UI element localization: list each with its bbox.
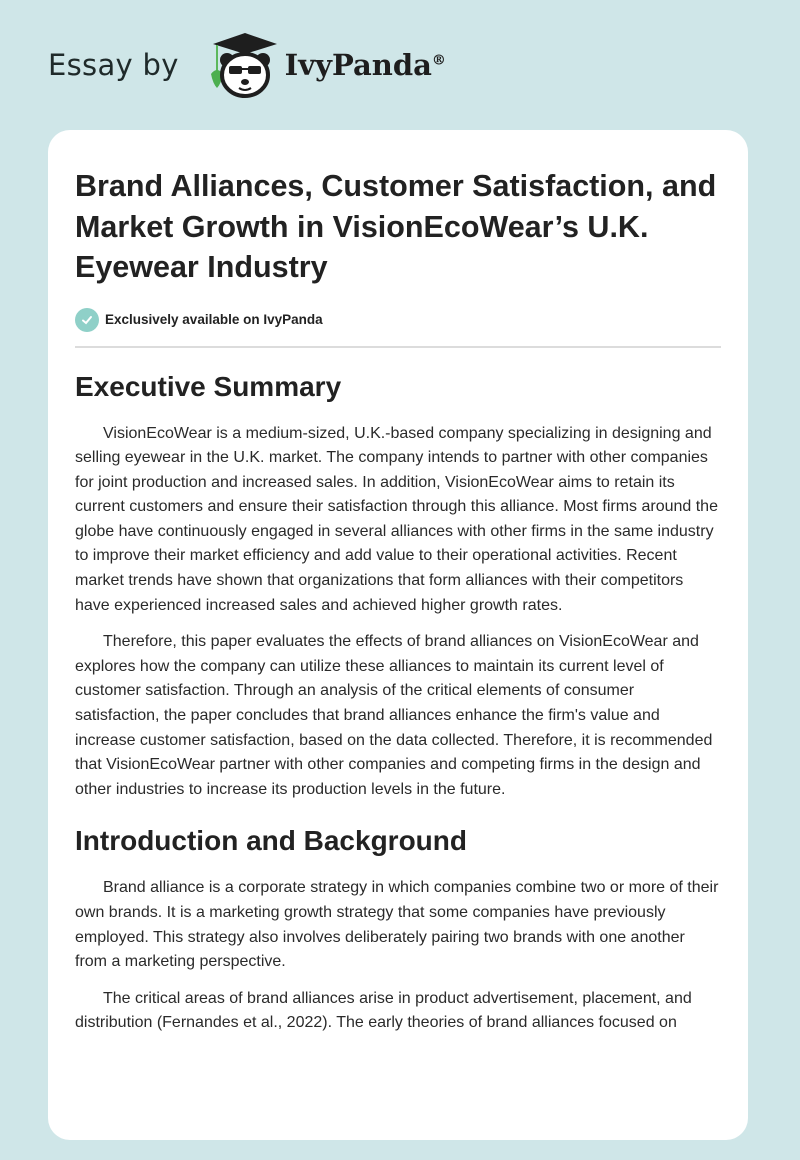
section-heading: Introduction and Background <box>75 825 467 857</box>
brand-name-text: IvyPanda <box>284 48 432 82</box>
section-heading: Executive Summary <box>75 370 342 402</box>
exclusive-badge <box>75 308 721 332</box>
paragraph: Therefore, this paper evaluates the effects of brand alliances on VisionEcoWear and explores how the company can utilize these alliances to maintain its current level of customer satisfaction. Through an analysis of the critical elements of consumer satisfaction, the paper concludes that brand alliances enhance the firm's value and increase customer satisfaction, based on the data collected. Therefore, it is recommended that VisionEcoWear partner with other companies and competing firms in the design and other industries to increase its production levels in the future. <box>75 633 713 798</box>
essay-card <box>48 130 748 1140</box>
paragraph: VisionEcoWear is a medium-sized, U.K.-based company specializing in designing and selling eyewear in the U.K. market. The company intends to partner with other companies for joint production and increased sales. In addition, VisionEcoWear aims to retain its current customers and ensure their satisfaction through this alliance. Most firms around the globe have continuously engaged in several alliances with other firms in the same industry to improve their market efficiency and add value to their operational activities. Recent market trends have shown that organizations that form alliances with their competitors have experienced increased sales and achieved higher growth rates. <box>75 424 718 614</box>
paragraph: Brand alliance is a corporate strategy in which companies combine two or more of their own brands. It is a marketing growth strategy that some companies have previously employed. This strategy also involves deliberately pairing two brands with one another from a marketing perspective. <box>75 879 719 971</box>
divider <box>75 346 721 348</box>
check-icon <box>75 308 99 332</box>
brand-header <box>48 30 446 100</box>
essay-by-label: Essay by <box>48 48 179 82</box>
exclusive-badge-label: Exclusively available on IvyPanda <box>105 312 323 327</box>
paragraph: The critical areas of brand alliances arise in product advertisement, placement, and distribution (Fernandes et al., 2022). The early theories of brand alliances focused on <box>75 989 692 1032</box>
ivypanda-logo-icon[interactable] <box>199 30 283 100</box>
essay-title: Brand Alliances, Customer Satisfaction, and Market Growth in VisionEcoWear’s U.K. Eyewear Industry <box>75 169 717 284</box>
registered-mark: ® <box>431 52 446 69</box>
brand-name <box>285 48 446 82</box>
